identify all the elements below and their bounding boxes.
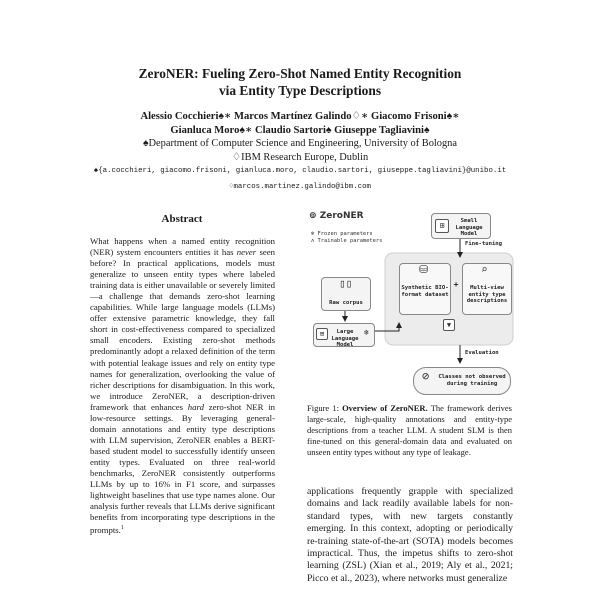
database-icon: ⛁ [419,263,429,276]
llm-box [313,323,375,347]
caption-label: Figure 1: [307,403,339,413]
plus-sign: + [453,280,459,289]
zeroner-logo [309,213,364,220]
abstract-text-1: What happens when a named entity recognition (NER) system encounters entities it has [90,236,275,258]
eye-slash-icon: ⊘ [422,369,430,383]
snowflake-icon: ❄ [311,231,315,237]
caption-text: The framework derives large-scale, high-quality annotations and entity-type descriptions from a teacher LLM. A student SLM is then fine-tuned on this general-domain data and evaluated on unseen entity types without any type of leakage. [307,403,512,457]
caption-title: Overview of ZeroNER. [342,403,428,413]
unseen-classes-box [413,367,511,395]
abstract-heading: Abstract [161,213,203,225]
figure-1 [307,205,515,397]
abstract-emph-hard: hard [187,401,204,412]
slm-label: Small Language Model [455,218,483,238]
legend-trainable [311,238,382,245]
authors-line2: Gianluca Moro♠∗ Claudio Sartori♠ Giuseppe Tagliavini♠ [170,125,430,136]
robot-icon-llm: ⊞ [316,328,328,340]
slm-box [431,213,491,239]
abstract-body [90,236,275,536]
logo-text: ZeroNER [319,211,364,221]
email-unibo: ♠{a.cocchieri, giacomo.frisoni, gianluca.moro, claudio.sartori, giuseppe.tagliavini}@unibo.it [93,167,507,175]
robot-icon: ⊞ [435,219,449,233]
snowflake-icon-llm: ❄ [364,328,369,337]
synthetic-label: Synthetic BIO-format dataset [401,285,449,298]
paper-title-line1: ZeroNER: Fueling Zero-Shot Named Entity Recognition [138,66,462,81]
fine-tuning-label: Fine-tuning [465,241,503,247]
multiview-box [462,263,512,315]
llm-label: Large Language Model [331,329,359,349]
abstract-text-2: seen before? In practical applications, models must generalize to unseen entity types where labeled training data is either unavailable or severely limited—a challenge that demands zero-shot learning capabilities. While large language models (LLMs) offer extensive parametric knowledge, they fall short in cost-effectiveness compared to specialized small encoders. Existing zero-shot methods predominantly adopt a relaxed definition of the term with potential leakage issues and rely on entity type names for generalization, overlooking the value of richer descriptions for disambiguation. In this work, we introduce ZeroNER, a description-driven framework that enhances [90,247,276,412]
raw-corpus-label: Raw corpus [329,300,363,306]
footnote-marker: 1 [120,525,124,532]
filter-icon: ▼ [443,319,455,331]
legend-trainable-label: Trainable parameters [317,238,383,244]
paper-title-line2: via Entity Type Descriptions [218,83,382,98]
document-search-icon: ⌕ [481,263,488,276]
multiview-label: Multi-view entity type descriptions [466,285,508,305]
email-ibm: ♢marcos.martinez.galindo@ibm.com [229,183,371,191]
abstract-emph-never: never [236,247,257,258]
raw-corpus-box [321,277,371,311]
body-paragraph: applications frequently grapple with specialized domains and lack readily available labels for non-standard types, with new targets constantly emerging. In this context, adopting or periodically re-training state-of-the-art (SOTA) models becomes impractical. Thus, the impetus shifts to zero-shot learning (ZSL) (Xian et al., 2019; Aly et al., 2021; Picco et al., 2023), where networks must generalize [307,486,513,584]
unseen-classes-label: Classes not observed during training [438,374,506,387]
authors-line1: Alessio Cocchieri♠∗ Marcos Martínez Galindo♢∗ Giacomo Frisoni♠∗ [140,111,460,122]
logo-icon: ⊚ [309,211,317,221]
synthetic-dataset-box [399,263,451,315]
figure-caption [307,403,512,458]
legend-frozen [311,231,373,238]
affiliation-ibm: ♢IBM Research Europe, Dublin [231,152,369,163]
evaluation-label: Evaluation [465,350,499,356]
affiliation-bologna: ♠Department of Computer Science and Engineering, University of Bologna [143,138,457,149]
book-icon: ▯▯ [339,277,353,290]
legend-frozen-label: Frozen parameters [317,231,373,237]
abstract-text-3: zero-shot NER in low-resource settings. By leveraging general-domain annotations and entity type descriptions with LLM supervision, ZeroNER enables a BERT-based student model to successfully identify unseen entity types. Evaluated on three real-world benchmarks, ZeroNER consistently outperforms LLMs by up to 16% in F1 score, and surpasses lightweight baselines that use type names alone. Our analysis further reveals that LLMs derive significant benefits from incorporating type descriptions in the prompts. [90,401,276,536]
flame-icon: ʌ [311,238,315,244]
